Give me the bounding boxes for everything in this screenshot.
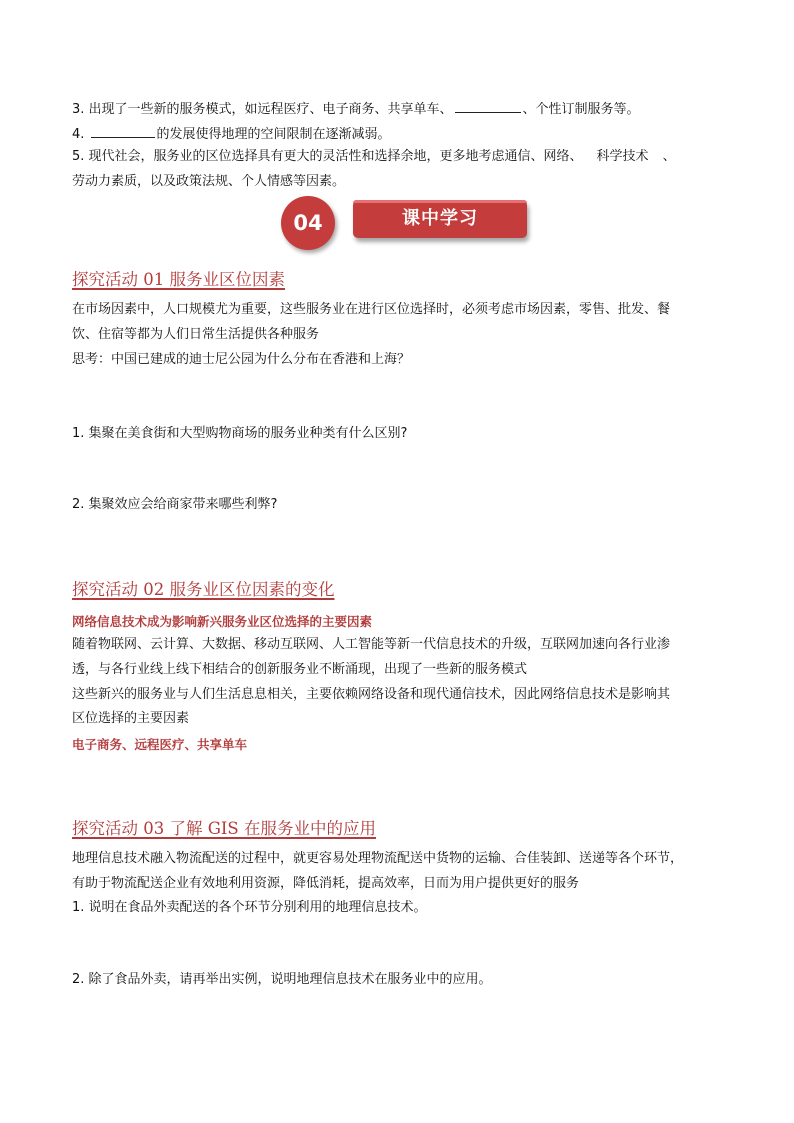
intro-line-5 — [72, 148, 676, 166]
intro-line-4-post: 的发展使得地理的空间限制在逐渐减弱。 — [156, 127, 391, 142]
activity-01-paragraph-2: 饮、住宿等都为人们日常生活提供各种服务 — [72, 327, 320, 342]
activity-03-paragraph-1: 地理信息技术融入物流配送的过程中，就更容易处理物流配送中货物的运输、合佳装卸、送递等各个环节， — [72, 851, 684, 866]
intro-line-4 — [72, 123, 391, 144]
activity-02-examples: 电子商务、远程医疗、共享单车 — [72, 737, 248, 752]
activity-03-title: 探究活动 03 了解 GIS 在服务业中的应用 — [72, 819, 376, 838]
intro-line-4-pre: 4. — [72, 127, 89, 142]
activity-01-think: 思考：中国已建成的迪士尼公园为什么分布在香港和上海？ — [72, 352, 411, 367]
activity-03-question-1: 1. 说明在食品外卖配送的各个环节分别利用的地理信息技术。 — [72, 900, 427, 915]
activity-03-paragraph-2: 有助于物流配送企业有效地利用资源，降低消耗，提高效率，日而为用户提供更好的服务 — [72, 876, 580, 891]
activity-02-subtitle: 网络信息技术成为影响新兴服务业区位选择的主要因素 — [72, 614, 373, 629]
activity-01-question-1: 1. 集聚在美食街和大型购物商场的服务业种类有什么区别? — [72, 426, 408, 441]
answer-blank[interactable] — [455, 98, 521, 113]
intro-line-5-post: 、 — [662, 149, 676, 164]
activity-01-paragraph-1: 在市场因素中，人口规模尤为重要，这些服务业在进行区位选择时，必须考虑市场因素，零售、批发、餐 — [72, 302, 671, 317]
section-title-bar: 课中学习 — [353, 200, 527, 238]
intro-line-3-pre: 3. 出现了一些新的服务模式，如远程医疗、电子商务、共享单车、 — [72, 102, 453, 117]
intro-line-5-cont: 劳动力素质，以及政策法规、个人情感等因素。 — [72, 174, 346, 189]
activity-02-paragraph-2: 透，与各行业线上线下相结合的创新服务业不断涌现，出现了一些新的服务模式 — [72, 662, 528, 677]
intro-line-3-post: 、个性订制服务等。 — [522, 102, 640, 117]
intro-line-3 — [72, 98, 640, 119]
activity-02-paragraph-1: 随着物联网、云计算、大数据、移动互联网、人工智能等新一代信息技术的升级，互联网加速向各行业渗 — [72, 637, 671, 652]
activity-03-question-2: 2. 除了食品外卖，请再举出实例，说明地理信息技术在服务业中的应用。 — [72, 972, 492, 987]
section-banner — [281, 196, 533, 252]
activity-02-paragraph-4: 区位选择的主要因素 — [72, 711, 190, 726]
activity-02-paragraph-3: 这些新兴的服务业与人们生活息息相关，主要依赖网络设备和现代通信技术，因此网络信息技术是影响其 — [72, 687, 671, 702]
answer-blank[interactable] — [91, 123, 155, 138]
activity-02-title: 探究活动 02 服务业区位因素的变化 — [72, 580, 335, 599]
answer-filled: 科学技术 — [596, 149, 649, 164]
section-number-badge: 04 — [281, 196, 335, 250]
activity-01-question-2: 2. 集聚效应会给商家带来哪些利弊? — [72, 497, 278, 512]
activity-01-title: 探究活动 01 服务业区位因素 — [72, 270, 285, 289]
intro-line-5-pre: 5. 现代社会，服务业的区位选择具有更大的灵活性和选择余地，更多地考虑通信、网络、 — [72, 149, 583, 164]
